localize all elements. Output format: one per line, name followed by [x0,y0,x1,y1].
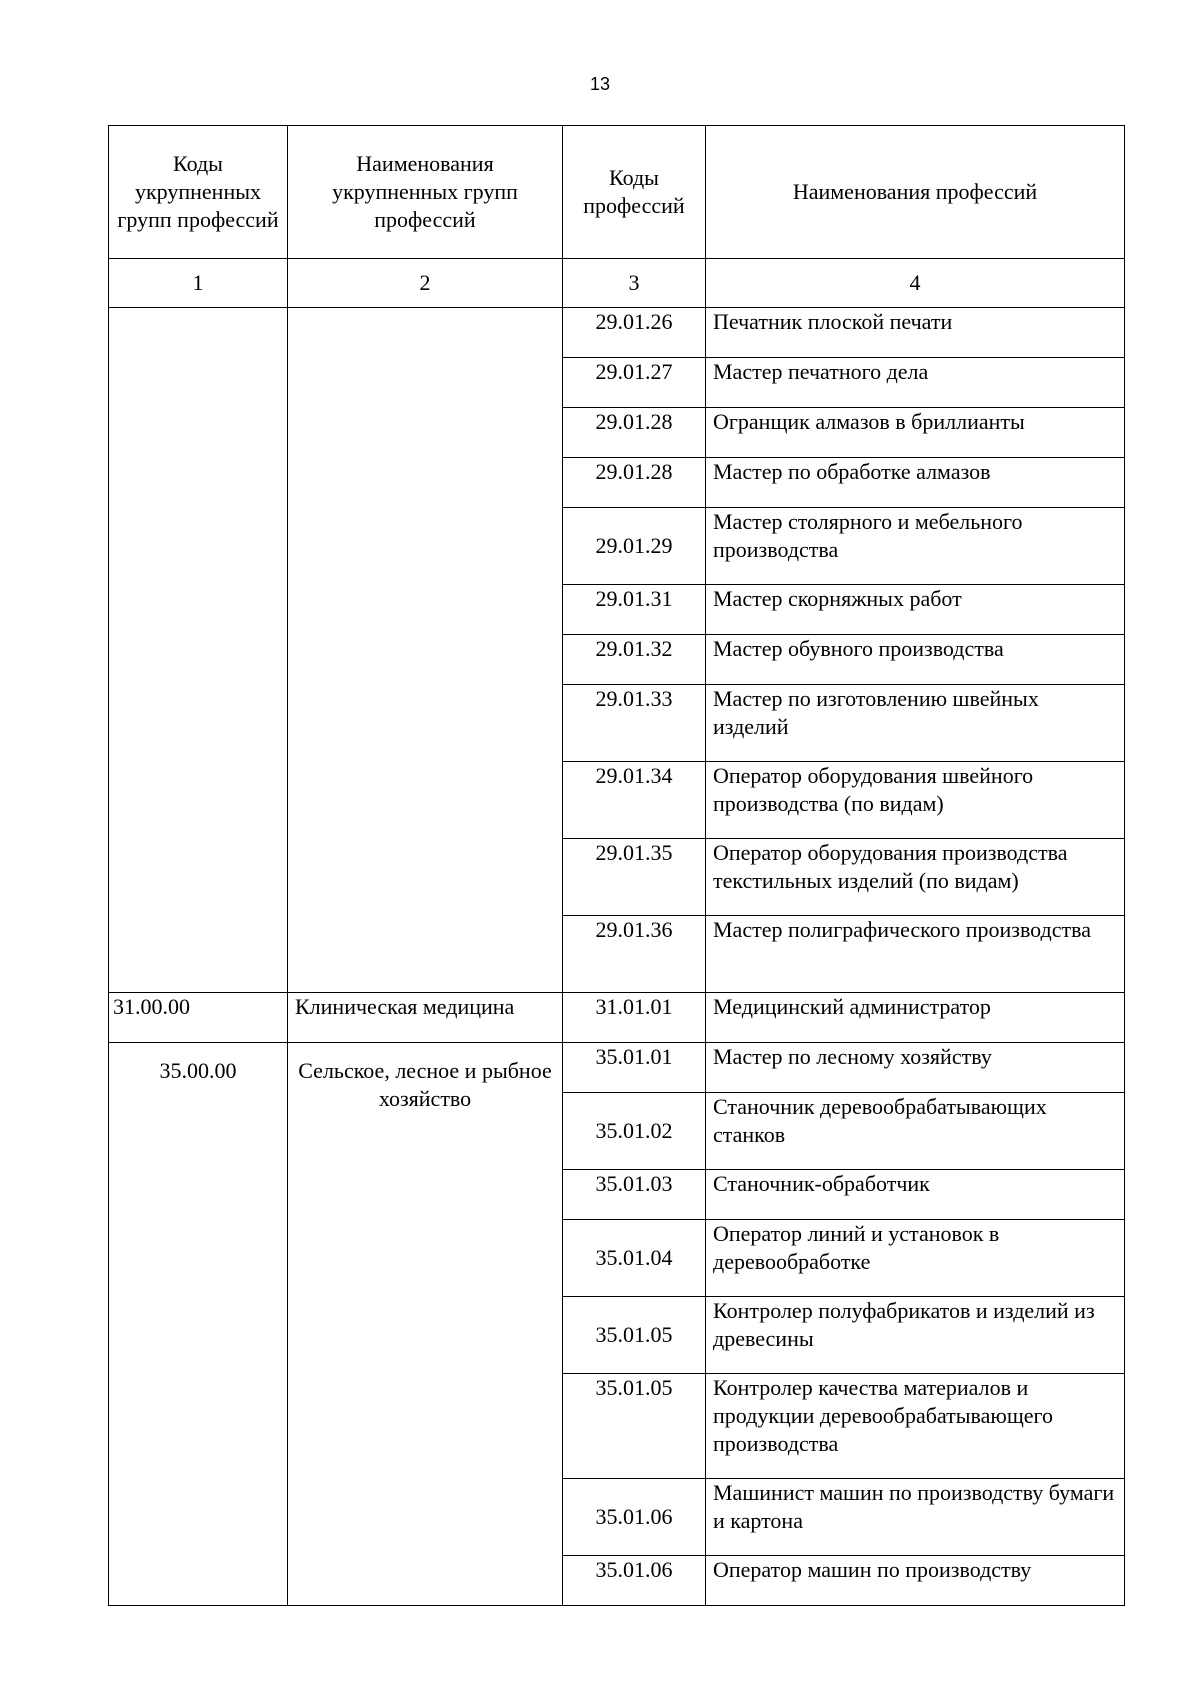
table-row [109,1043,1125,1093]
profession-code: 35.01.01 [563,1043,706,1093]
profession-name: Оператор машин по производству [706,1556,1125,1606]
column-number-row [109,259,1125,308]
profession-name: Машинист машин по производству бумаги и картона [706,1479,1125,1556]
column-number: 3 [563,259,706,308]
header-profession-code: Коды профессий [563,126,706,259]
profession-name: Станочник деревообрабатывающих станков [706,1093,1125,1170]
group-name-cell [288,308,563,993]
profession-name: Станочник-обработчик [706,1170,1125,1220]
profession-code: 35.01.05 [563,1297,706,1374]
profession-name: Оператор линий и установок в деревообработке [706,1220,1125,1297]
profession-name: Мастер печатного дела [706,358,1125,408]
profession-name: Медицинский администратор [706,993,1125,1043]
profession-code: 35.01.03 [563,1170,706,1220]
profession-name: Мастер по лесному хозяйству [706,1043,1125,1093]
profession-code: 29.01.32 [563,635,706,685]
table-row [109,308,1125,358]
column-number: 2 [288,259,563,308]
group-code-cell: 31.00.00 [109,993,288,1043]
profession-name: Оператор оборудования швейного производства (по видам) [706,762,1125,839]
group-name-cell: Сельское, лесное и рыбное хозяйство [288,1043,563,1606]
profession-code: 31.01.01 [563,993,706,1043]
profession-code: 35.01.02 [563,1093,706,1170]
profession-code: 29.01.34 [563,762,706,839]
header-row [109,126,1125,259]
profession-code: 29.01.33 [563,685,706,762]
professions-table [108,125,1125,1606]
profession-name: Мастер полиграфического производства [706,916,1125,993]
group-code-cell [109,308,288,993]
group-name-cell: Клиническая медицина [288,993,563,1043]
profession-code: 29.01.28 [563,408,706,458]
profession-code: 35.01.06 [563,1556,706,1606]
profession-code: 35.01.05 [563,1374,706,1479]
profession-name: Мастер скорняжных работ [706,585,1125,635]
header-profession-name: Наименования профессий [706,126,1125,259]
profession-code: 29.01.36 [563,916,706,993]
profession-code: 29.01.27 [563,358,706,408]
column-number: 1 [109,259,288,308]
group-code-cell: 35.00.00 [109,1043,288,1606]
profession-code: 35.01.06 [563,1479,706,1556]
page-number: 13 [589,74,611,94]
header-group-code: Коды укрупненных групп профессий [109,126,288,259]
table-row [109,993,1125,1043]
column-number: 4 [706,259,1125,308]
profession-name: Печатник плоской печати [706,308,1125,358]
profession-name: Контролер качества материалов и продукции деревообрабатывающего производства [706,1374,1125,1479]
profession-name: Огранщик алмазов в бриллианты [706,408,1125,458]
profession-name: Мастер обувного производства [706,635,1125,685]
profession-name: Мастер столярного и мебельного производства [706,508,1125,585]
header-group-name: Наименования укрупненных групп профессий [288,126,563,259]
profession-code: 29.01.28 [563,458,706,508]
profession-name: Мастер по изготовлению швейных изделий [706,685,1125,762]
profession-name: Оператор оборудования производства текстильных изделий (по видам) [706,839,1125,916]
profession-code: 29.01.26 [563,308,706,358]
profession-code: 35.01.04 [563,1220,706,1297]
profession-name: Мастер по обработке алмазов [706,458,1125,508]
profession-name: Контролер полуфабрикатов и изделий из древесины [706,1297,1125,1374]
profession-code: 29.01.29 [563,508,706,585]
profession-code: 29.01.35 [563,839,706,916]
profession-code: 29.01.31 [563,585,706,635]
